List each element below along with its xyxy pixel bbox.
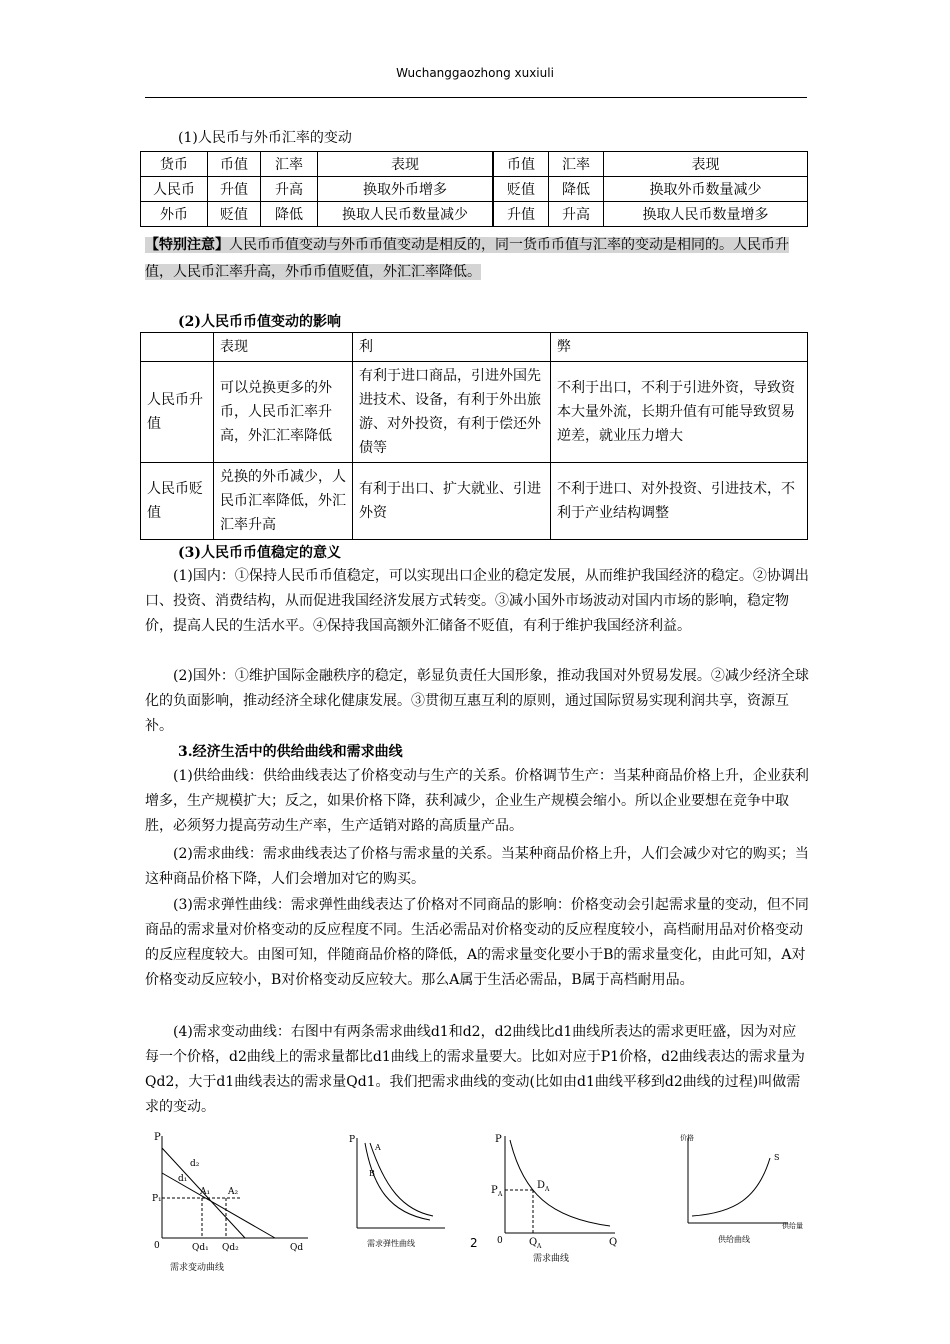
table-cell: 人民币	[141, 177, 208, 202]
label-b: B	[369, 1169, 375, 1178]
table-cell: 升高	[261, 177, 318, 202]
table-row	[141, 202, 808, 227]
table-row	[141, 463, 808, 540]
table-cell: 汇率	[549, 152, 604, 177]
curve-b	[365, 1143, 430, 1220]
figures-row	[145, 1128, 810, 1278]
figure-caption: 供给曲线	[718, 1235, 750, 1244]
paragraph-demand-curve: (2)需求曲线：需求曲线表达了价格与需求量的关系。当某种商品价格上升，人们会减少对它的购买；当这种商品价格下降，人们会增加对它的购买。	[145, 846, 809, 887]
supply-curve-figure	[670, 1128, 810, 1258]
label-pa: P	[491, 1185, 498, 1196]
paragraph-supply-curve: (1)供给曲线：供给曲线表达了价格变动与生产的关系。价格调节生产：当某种商品价格上升，企业获利增多，生产规模扩大；反之，如果价格下降，获利减少，企业生产规模会缩小。所以企业要想在竞争中取胜，必须努力提高劳动生产率，生产适销对路的高质量产品。	[145, 768, 809, 834]
section4-title: 3.经济生活中的供给曲线和需求曲线	[178, 744, 403, 760]
table-row	[141, 362, 808, 463]
label-a1: A₁	[200, 1187, 211, 1197]
label-origin: 0	[154, 1241, 160, 1251]
section3-title: (3)人民币币值稳定的意义	[178, 545, 341, 561]
label-p1: P₁	[152, 1194, 162, 1204]
table-cell: 升高	[549, 202, 604, 227]
table-cell: 表现	[214, 333, 353, 362]
table-cell: 换取人民币数量减少	[318, 202, 494, 227]
table-cell: 币值	[493, 152, 549, 177]
table-cell: 换取人民币数量增多	[604, 202, 808, 227]
label-da: D	[537, 1180, 546, 1191]
paragraph-demand-shift: (4)需求变动曲线：右图中有两条需求曲线d1和d2，d2曲线比d1曲线所表达的需求更旺盛，因为对应每一个价格，d2曲线上的需求量都比d1曲线上的需求量要大。比如对应于P1价格，d2曲线表达的需求量为Qd2，大于d1曲线表达的需求量Qd1。我们把需求曲线的变动(比如由d1曲线平移到d2曲线的过程)叫做需求的变动。	[145, 1024, 805, 1115]
table-cell: 外币	[141, 202, 208, 227]
demand-shift-figure	[150, 1128, 315, 1278]
rmb-value-effects-table	[140, 332, 808, 540]
note-text: 人民币币值变动与外币币值变动是相反的，同一货币币值与汇率的变动是相同的。人民币升值，人民币汇率升高，外币币值贬值，外汇汇率降低。	[145, 237, 789, 280]
table-cell: 可以兑换更多的外币，人民币汇率升高，外汇汇率降低	[214, 362, 353, 463]
axis-label-p: P	[154, 1132, 161, 1143]
axis-label-supply: 供给量	[782, 1222, 803, 1230]
label-d1: d₁	[178, 1174, 188, 1184]
label-origin: 0	[497, 1236, 503, 1246]
header-rule	[145, 97, 807, 98]
section2-title: (2)人民币币值变动的影响	[178, 314, 341, 330]
table-cell: 升值	[493, 202, 549, 227]
table-row	[141, 177, 808, 202]
table-cell: 升值	[208, 177, 261, 202]
figure-caption: 需求弹性曲线	[367, 1239, 415, 1248]
elasticity-figure	[345, 1128, 455, 1258]
table-cell: 汇率	[261, 152, 318, 177]
exchange-rate-table	[140, 151, 808, 227]
table-row	[141, 333, 808, 362]
label-s: S	[774, 1153, 780, 1162]
axis-label-p: P	[349, 1135, 356, 1145]
table-cell: 币值	[208, 152, 261, 177]
axis-label-price: 价格	[680, 1134, 694, 1142]
note-label: 【特别注意】	[145, 237, 229, 253]
label-a: A	[375, 1143, 381, 1152]
table-cell: 兑换的外币减少，人民币汇率降低，外汇汇率升高	[214, 463, 353, 540]
table-cell: 换取外币增多	[318, 177, 494, 202]
label-pa-sub: A	[498, 1191, 503, 1198]
section1-title: (1)人民币与外币汇率的变动	[178, 130, 352, 146]
label-da-sub: A	[545, 1186, 550, 1193]
table-cell: 人民币升值	[141, 362, 214, 463]
table-cell: 人民币贬值	[141, 463, 214, 540]
figure-caption: 需求曲线	[533, 1254, 570, 1264]
page-number: 2	[470, 1236, 478, 1250]
special-note	[145, 232, 810, 286]
label-qd: Qd	[290, 1243, 304, 1253]
page-header: Wuchanggaozhong xuxiuli	[396, 66, 554, 80]
supply-curve	[692, 1158, 770, 1216]
label-qd2: Qd₂	[222, 1243, 239, 1253]
demand-curve	[510, 1140, 610, 1226]
table-cell: 降低	[261, 202, 318, 227]
table-cell: 弊	[551, 333, 808, 362]
table-cell: 有利于出口、扩大就业、引进外资	[353, 463, 551, 540]
label-qa-sub: A	[537, 1243, 542, 1250]
label-qa: Q	[529, 1237, 538, 1248]
demand-curve-figure	[485, 1128, 625, 1278]
table-cell: 换取外币数量减少	[604, 177, 808, 202]
table-cell	[141, 333, 214, 362]
axis-label-p: P	[495, 1134, 502, 1145]
label-a2: A₂	[228, 1187, 239, 1197]
curve-a	[370, 1143, 433, 1216]
axis-label-q: Q	[609, 1237, 618, 1248]
table-cell: 表现	[318, 152, 494, 177]
paragraph-foreign: (2)国外：①维护国际金融秩序的稳定，彰显负责任大国形象，推动我国对外贸易发展。②减少经济全球化的负面影响，推动经济全球化健康发展。③贯彻互惠互利的原则，通过国际贸易实现利润共享，资源互补。	[145, 668, 809, 734]
table-cell: 表现	[604, 152, 808, 177]
paragraph-elasticity-curve: (3)需求弹性曲线：需求弹性曲线表达了价格对不同商品的影响：价格变动会引起需求量的变动，但不同商品的需求量对价格变动的反应程度不同。生活必需品对价格变动的反应程度较小，高档耐用品对价格变动的反应程度较大。由图可知，伴随商品价格的降低，A的需求量变化要小于B的需求量变化，由此可知，A对价格变动反应较小，B对价格变动反应较大。那么A属于生活必需品，B属于高档耐用品。	[145, 897, 809, 988]
table-cell: 货币	[141, 152, 208, 177]
table-row	[141, 152, 808, 177]
table-cell: 利	[353, 333, 551, 362]
label-qd1: Qd₁	[192, 1243, 209, 1253]
table-cell: 有利于进口商品，引进外国先进技术、设备，有利于外出旅游、对外投资，有利于偿还外债等	[353, 362, 551, 463]
figure-caption: 需求变动曲线	[170, 1263, 225, 1273]
table-cell: 贬值	[208, 202, 261, 227]
paragraph-domestic: (1)国内：①保持人民币币值稳定，可以实现出口企业的稳定发展，从而维护我国经济的稳定。②协调出口、投资、消费结构，从而促进我国经济发展方式转变。③减小国外市场波动对国内市场的影响，稳定物价，提高人民的生活水平。④保持我国高额外汇储备不贬值，有利于维护我国经济利益。	[145, 568, 809, 634]
table-cell: 不利于出口，不利于引进外资，导致资本大量外流，长期升值有可能导致贸易逆差，就业压力增大	[551, 362, 808, 463]
table-cell: 贬值	[493, 177, 549, 202]
label-d2: d₂	[190, 1159, 200, 1169]
table-cell: 降低	[549, 177, 604, 202]
table-cell: 不利于进口、对外投资、引进技术，不利于产业结构调整	[551, 463, 808, 540]
